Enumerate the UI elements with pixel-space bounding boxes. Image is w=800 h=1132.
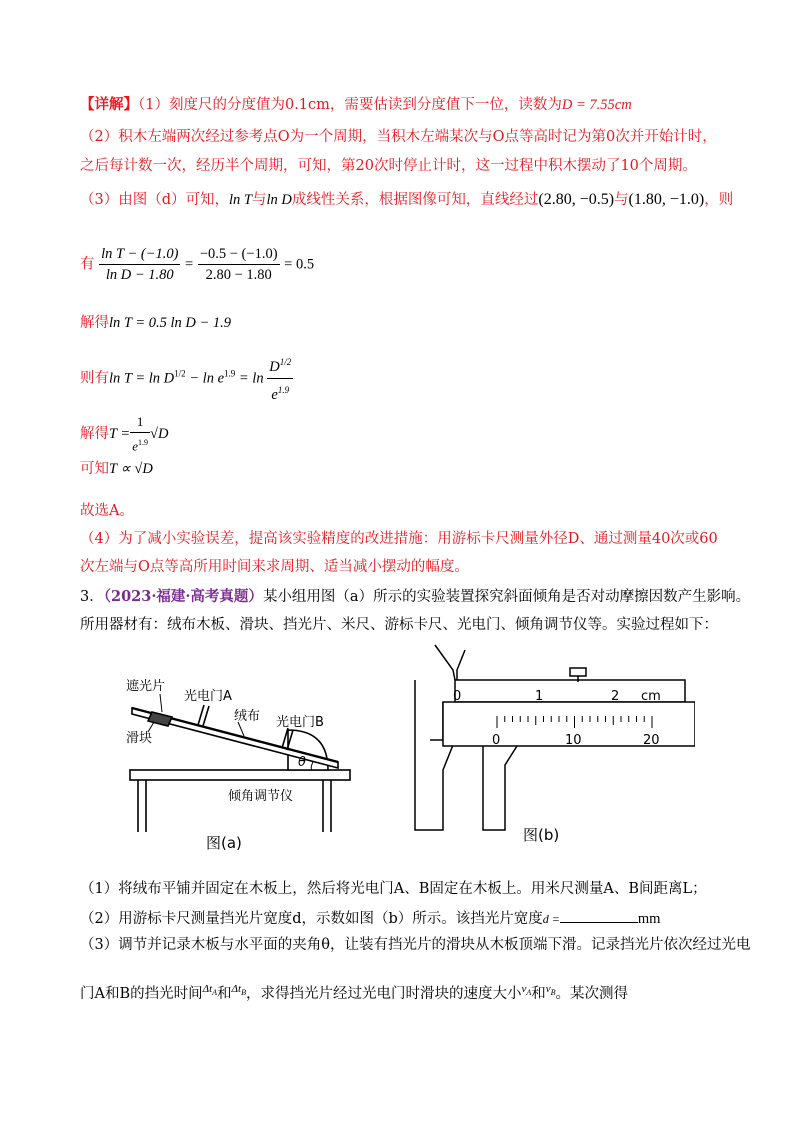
- detail-p3-d: 与: [614, 192, 629, 208]
- vernier-10: 10: [565, 733, 582, 748]
- vernier-0: 0: [492, 733, 501, 748]
- step3-tA: Δt: [202, 983, 213, 995]
- step3-vA: v: [521, 983, 527, 995]
- step3-vA-sub: A: [526, 988, 532, 998]
- detail-p1-text: （1）刻度尺的分度值为0.1cm，需要估读到分度值下一位，读数为: [138, 97, 562, 113]
- eq5-prefix: 可知: [80, 461, 109, 477]
- detail-part2-line2: 之后每计数一次，经历半个周期，可知，第20次时停止计时，这一过程中积木摆动了10个周期。: [80, 158, 697, 174]
- detail-p3-pt2: (1.80, −1.0): [628, 191, 705, 208]
- q3-step1: （1）将绒布平铺并固定在木板上，然后将光电门A、B固定在木板上。用米尺测量A、B间距离L；: [80, 881, 707, 897]
- eq3-fnum: D: [269, 358, 280, 375]
- eq1-den2: 2.80 − 1.80: [205, 267, 272, 283]
- equation-1: [80, 244, 314, 285]
- detail-p3-lnT: ln T: [229, 192, 252, 208]
- step3-and1: 和: [217, 986, 232, 1002]
- main-scale-1: 1: [535, 689, 544, 704]
- figure-a: [120, 670, 360, 860]
- figure-b: [405, 640, 695, 850]
- eq1-fraction-left: [99, 244, 180, 285]
- eq4-num: 1: [130, 412, 150, 433]
- q3-header: [80, 588, 750, 606]
- main-scale-0: 0: [453, 689, 462, 704]
- answer-blank[interactable]: [560, 908, 638, 923]
- eq3-exp2: 1.9: [224, 368, 236, 379]
- step3-and2: 和: [531, 986, 546, 1002]
- detail-p3-lnD: ln D: [266, 192, 292, 208]
- detail-p3-e: ，则: [704, 192, 734, 208]
- detail-part2-line1: （2）积木左端两次经过参考点O为一个周期，当积木左端某次与O点等高时记为第0次并开始计时，: [80, 129, 717, 145]
- label-gate-b: 光电门B: [276, 715, 324, 730]
- vernier-20: 20: [643, 733, 660, 748]
- step2-unit: mm: [637, 911, 661, 927]
- label-theta: θ: [298, 755, 306, 770]
- eq2-body: ln T = 0.5 ln D − 1.9: [109, 315, 232, 331]
- detail-label: 【详解】: [80, 96, 138, 113]
- eq5-body: T ∝ √D: [109, 461, 153, 477]
- eq2-prefix: 解得: [80, 315, 109, 331]
- detail-part4-line2: 次左端与O点等高所用时间来求周期、适当减小摆动的幅度。: [80, 559, 469, 575]
- q3-step2: [80, 908, 660, 928]
- eq3-exp1: 1/2: [174, 368, 186, 379]
- detail-part1: [80, 96, 632, 114]
- q3-intro1: 某小组用图（a）所示的实验装置探究斜面倾角是否对动摩擦因数产生影响。: [262, 589, 751, 605]
- q3-step3-line2: [80, 980, 628, 1003]
- eq1-fraction-right: [198, 244, 280, 285]
- step3-l2a: 门A和B的挡光时间: [80, 986, 203, 1002]
- equation-4: [80, 412, 168, 456]
- eq1-den1: ln D − 1.80: [105, 267, 174, 283]
- eq3-prefix: 则有: [80, 370, 109, 387]
- eq4-fraction: [130, 412, 150, 456]
- eq3-fden: e: [271, 386, 278, 403]
- eq3-fnum-exp: 1/2: [279, 357, 292, 367]
- eq4-left: T =: [109, 426, 131, 443]
- step2-text: （2）用游标卡尺测量挡光片宽度d，示数如图（b）所示。该挡光片宽度: [80, 911, 543, 927]
- eq1-num1: ln T − (−1.0): [99, 244, 180, 265]
- eq1-prefix: 有: [80, 256, 95, 273]
- q3-intro2: 所用器材有：绒布木板、滑块、挡光片、米尺、游标卡尺、光电门、倾角调节仪等。实验过程如下：: [80, 617, 718, 633]
- eq3-fden-exp: 1.9: [277, 384, 290, 395]
- eq4-den-exp: 1.9: [138, 438, 148, 447]
- detail-p1-value: D = 7.55cm: [561, 97, 632, 113]
- label-adjuster: 倾角调节仪: [228, 789, 294, 804]
- step3-tB: Δt: [231, 983, 242, 995]
- step3-tB-sub: B: [241, 988, 246, 998]
- q3-number: 3．: [80, 589, 104, 605]
- eq1-result: = 0.5: [284, 256, 315, 273]
- label-cloth: 绒布: [234, 709, 261, 724]
- eq4-den: e: [132, 438, 138, 454]
- caption-a: 图(a): [206, 834, 242, 852]
- label-shield: 遮光片: [126, 679, 166, 694]
- step2-d: d =: [542, 912, 560, 926]
- step3-l2b: ，求得挡光片经过光电门时滑块的速度大小: [245, 986, 522, 1002]
- label-gate-a: 光电门A: [184, 689, 232, 704]
- eq3-left: ln T = ln D: [109, 370, 175, 387]
- detail-p3-pt1: (2.80, −0.5): [538, 191, 615, 208]
- main-scale-2: 2: [611, 689, 620, 704]
- step3-l2c: 。某次测得: [555, 986, 629, 1002]
- eq3-eq: = ln: [235, 370, 268, 387]
- eq3-fraction: [267, 351, 293, 406]
- eq4-prefix: 解得: [80, 426, 109, 443]
- detail-p3-b: 与: [251, 192, 267, 208]
- equation-5: [80, 460, 153, 478]
- equation-2: [80, 314, 231, 332]
- q3-source: （2023·福建·高考真题）: [103, 588, 263, 605]
- step3-vB: v: [545, 983, 551, 995]
- detail-part4-line1: （4）为了减小实验误差，提高该实验精度的改进措施：用游标卡尺测量外径D、通过测量40次或60: [80, 531, 718, 547]
- main-scale-unit: cm: [641, 689, 661, 704]
- detail-p3-a: （3）由图（d）可知，: [80, 192, 230, 208]
- choose-answer: 故选A。: [80, 503, 134, 519]
- eq4-root: √D: [150, 426, 169, 443]
- eq1-equals: =: [185, 256, 194, 273]
- equation-3: [80, 351, 293, 406]
- step3-vB-sub: B: [550, 988, 556, 998]
- eq3-mid: − ln e: [185, 370, 225, 387]
- eq1-num2: −0.5 − (−1.0): [198, 244, 280, 265]
- detail-p3-c: 成线性关系，根据图像可知，直线经过: [291, 192, 539, 208]
- detail-part3: [80, 191, 733, 209]
- step3-tA-sub: A: [212, 988, 218, 998]
- label-slider: 滑块: [126, 731, 153, 746]
- caption-b: 图(b): [523, 826, 560, 844]
- q3-step3-line1: （3）调节并记录木板与水平面的夹角θ，让装有挡光片的滑块从木板顶端下滑。记录挡光片依次经过光电: [80, 937, 751, 953]
